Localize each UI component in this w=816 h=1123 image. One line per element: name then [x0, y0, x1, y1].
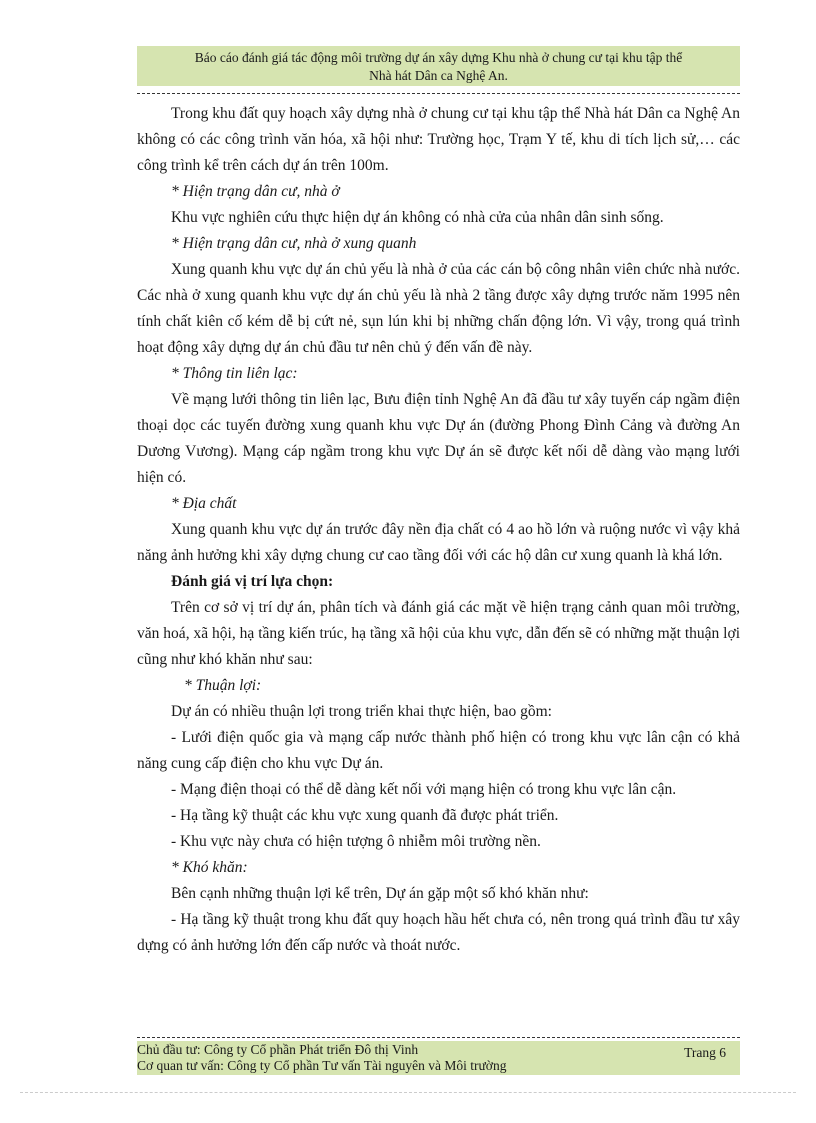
paragraph: Xung quanh khu vực dự án chủ yếu là nhà ở của các cán bộ công nhân viên chức nhà nước. Các nhà ở xung quanh khu vực dự án chủ yếu là nhà 2 tầng được xây dựng trước năm 1995 nên tính chất kiên cố kém dễ bị cứt nẻ, sụn lún khi bị những chấn động lớn. Vì vậy, trong quá trình hoạt động xây dựng dự án chủ đầu tư nên chủ ý đến vấn đề này. — [137, 261, 740, 356]
paragraph: Khu vực nghiên cứu thực hiện dự án không có nhà cửa của nhân dân sinh sống. — [171, 209, 664, 226]
section-heading-bold: Đánh giá vị trí lựa chọn: — [171, 573, 334, 590]
bullet-item: - Hạ tầng kỹ thuật các khu vực xung quanh đã được phát triển. — [171, 807, 559, 824]
section-heading: * Thông tin liên lạc: — [171, 365, 298, 382]
section-heading: * Hiện trạng dân cư, nhà ở xung quanh — [171, 235, 417, 252]
paragraph: Trong khu đất quy hoạch xây dựng nhà ở chung cư tại khu tập thể Nhà hát Dân ca Nghệ An không có các công trình văn hóa, xã hội như: Trường học, Trạm Y tế, khu di tích lịch sử,… các công trình kể trên cách dự án trên 100m. — [137, 105, 740, 174]
header-divider — [137, 93, 740, 94]
paragraph: Dự án có nhiều thuận lợi trong triển khai thực hiện, bao gồm: — [171, 703, 552, 720]
section-heading: * Khó khăn: — [171, 859, 248, 876]
header-line-1: Báo cáo đánh giá tác động môi trường dự án xây dựng Khu nhà ở chung cư tại khu tập thể — [194, 50, 683, 65]
page-number: Trang 6 — [684, 1045, 726, 1060]
paragraph: Về mạng lưới thông tin liên lạc, Bưu điện tỉnh Nghệ An đã đầu tư xây tuyến cáp ngầm điện thoại dọc các tuyến đường xung quanh khu vực Dự án (đường Phong Đình Cảng và đường An Dương Vương). Mạng cáp ngầm trong khu vực Dự án sẽ được kết nối dễ dàng vào mạng lưới hiện có. — [137, 391, 740, 486]
bullet-item: - Lưới điện quốc gia và mạng cấp nước thành phố hiện có trong khu vực lân cận có khả năng cung cấp điện cho khu vực Dự án. — [137, 729, 740, 772]
bullet-item: - Khu vực này chưa có hiện tượng ô nhiễm môi trường nền. — [171, 833, 541, 850]
section-heading: * Địa chất — [171, 495, 237, 512]
footer-divider — [137, 1037, 740, 1038]
bullet-item: - Hạ tầng kỹ thuật trong khu đất quy hoạch hầu hết chưa có, nên trong quá trình đầu tư xây dựng có ảnh hưởng lớn đến cấp nước và thoát nước. — [137, 911, 740, 954]
page-break-line — [20, 1092, 796, 1093]
footer-owner: Chủ đầu tư: Công ty Cổ phần Phát triển Đô thị Vinh — [137, 1042, 419, 1057]
header-line-2: Nhà hát Dân ca Nghệ An. — [369, 68, 508, 83]
paragraph: Xung quanh khu vực dự án trước đây nền địa chất có 4 ao hồ lớn và ruộng nước vì vậy khả năng ảnh hưởng khi xây dựng chung cư cao tầng đối với các hộ dân cư xung quanh là khá lớn. — [137, 521, 740, 564]
section-heading: * Hiện trạng dân cư, nhà ở — [171, 183, 340, 200]
bullet-item: - Mạng điện thoại có thể dễ dàng kết nối với mạng hiện có trong khu vực lân cận. — [171, 781, 677, 798]
document-body — [137, 101, 740, 959]
section-heading: * Thuận lợi: — [184, 677, 262, 694]
page-header — [137, 46, 740, 86]
page-footer — [137, 1041, 740, 1075]
footer-consultant: Cơ quan tư vấn: Công ty Cổ phần Tư vấn Tài nguyên và Môi trường — [137, 1058, 507, 1073]
paragraph: Trên cơ sở vị trí dự án, phân tích và đánh giá các mặt về hiện trạng cảnh quan môi trường, văn hoá, xã hội, hạ tầng kiến trúc, hạ tầng xã hội của khu vực, dẫn đến sẽ có những mặt thuận lợi cũng như khó khăn như sau: — [137, 599, 740, 668]
paragraph: Bên cạnh những thuận lợi kể trên, Dự án gặp một số khó khăn như: — [171, 885, 589, 902]
